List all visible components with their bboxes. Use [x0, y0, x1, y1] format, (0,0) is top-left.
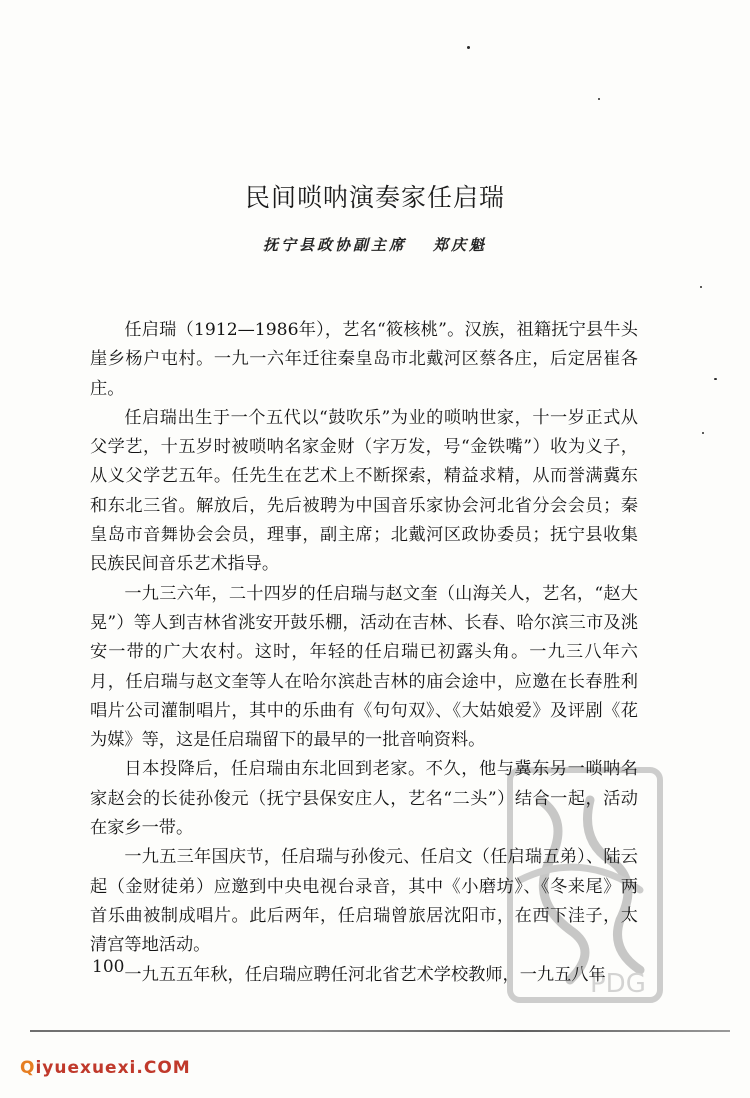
paragraph: 日本投降后，任启瑞由东北回到老家。不久，他与冀东另一唢呐名家赵会的长徒孙俊元（抚宁县保安庄人，艺名“二头”）结合一起，活动在家乡一带。: [90, 759, 638, 839]
page-number: 100: [92, 957, 125, 977]
scan-speck: [598, 98, 600, 100]
paragraph: 任启瑞（1912—1986年），艺名“筱核桃”。汉族，祖籍抚宁县牛头崖乡杨户屯村。一九一六年迁往秦皇岛市北戴河区蔡各庄，后定居崔各庄。: [90, 320, 638, 399]
paragraph: 任启瑞出生于一个五代以“鼓吹乐”为业的唢呐世家，十一岁正式从父学艺，十五岁时被唢呐名家金财（字万发，号“金铁嘴”）收为义子，从义父学艺五年。任先生在艺术上不断探索，精益求精，从而誉满冀东和东北三省。解放后，先后被聘为中国音乐家协会河北省分会会员；秦皇岛市音舞协会会员，理事，副主席；北戴河区政协委员；抚宁县收集民族民间音乐艺术指导。: [90, 407, 638, 575]
article-title: 民间唢呐演奏家任启瑞: [244, 183, 505, 212]
scan-speck: [700, 286, 702, 288]
scan-speck: [702, 432, 704, 434]
site-name: iyuexuexi.COM: [35, 1058, 191, 1078]
site-watermark-link[interactable]: [20, 1058, 191, 1078]
scan-edge-rule: [30, 1030, 730, 1032]
scan-speck: [714, 378, 717, 380]
scan-speck: [467, 46, 470, 49]
paragraph: 一九五五年秋，任启瑞应聘任河北省艺术学校教师，一九五八年: [124, 964, 606, 985]
article-body: [90, 316, 638, 990]
paragraph: 一九三六年，二十四岁的任启瑞与赵文奎（山海关人，艺名，“赵大晃”）等人到吉林省洮安开鼓乐棚，活动在吉林、长春、哈尔滨三市及洮安一带的广大农村。这时，年轻的任启瑞已初露头角。一九三八年六月，任启瑞与赵文奎等人在哈尔滨赴吉林的庙会途中，应邀在长春胜利唱片公司灌制唱片，其中的乐曲有《句句双》、《大姑娘爱》及评剧《花为媒》等，这是任启瑞留下的最早的一批音响资料。: [90, 583, 638, 751]
author-role: 抚宁县政协副主席: [262, 236, 407, 254]
site-logo-letter: Q: [20, 1058, 36, 1078]
paragraph: 一九五三年国庆节，任启瑞与孙俊元、任启文（任启瑞五弟）、陆云起（金财徒弟）应邀到中央电视台录音，其中《小磨坊》、《冬来尾》两首乐曲被制成唱片。此后两年，任启瑞曾旅居沈阳市，在西下洼子，太清宫等地活动。: [90, 847, 638, 956]
author-name: 郑庆魁: [433, 236, 488, 254]
author-byline: [0, 234, 750, 255]
svg-text:PDG: PDG: [590, 969, 646, 999]
